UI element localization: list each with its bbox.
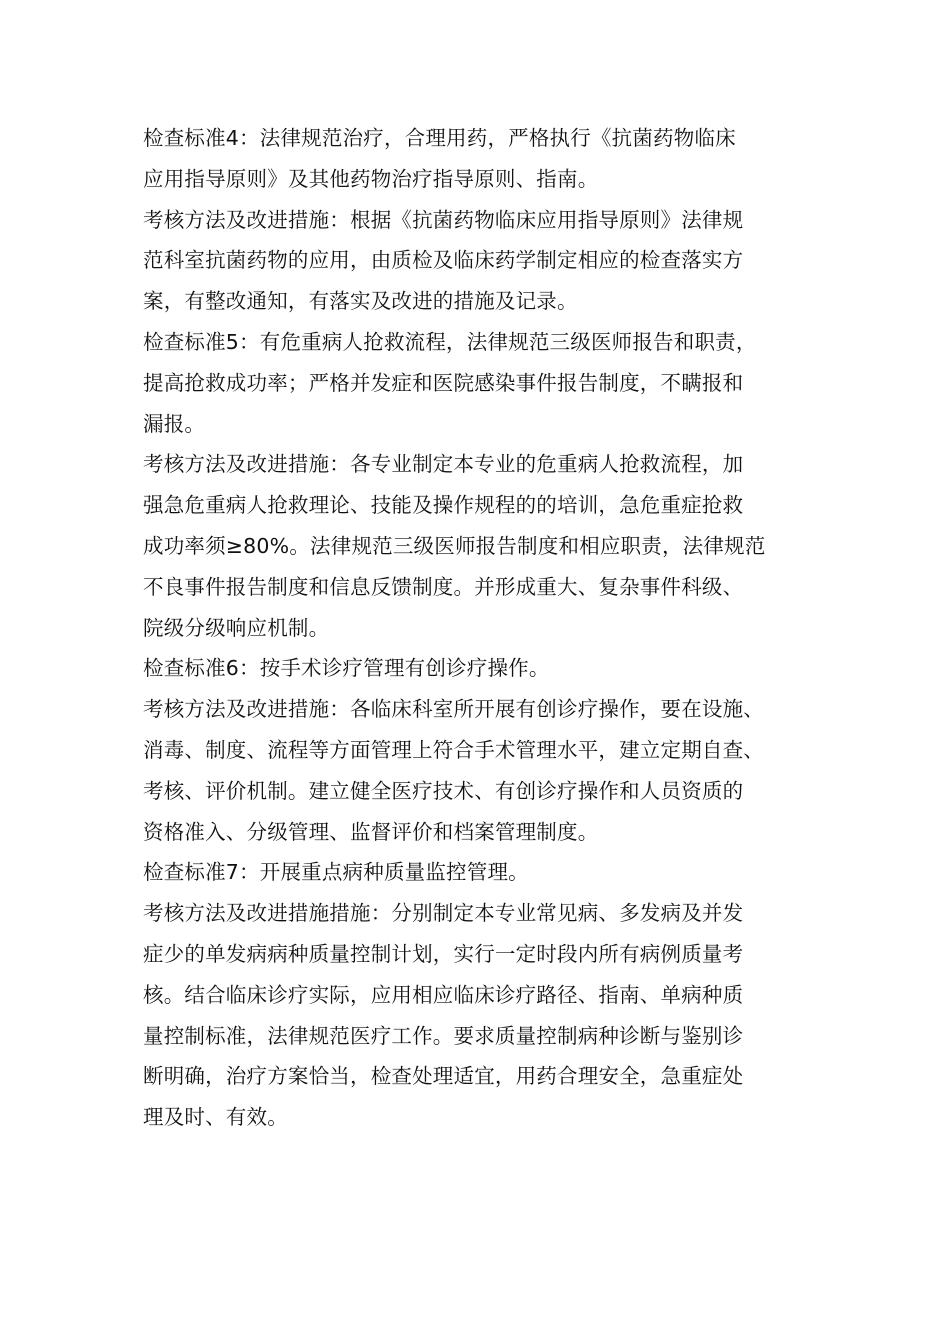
text-line: 消毒、制度、流程等方面管理上符合手术管理水平，建立定期自查、	[143, 737, 764, 762]
text-line: 症少的单发病病种质量控制计划，实行一定时段内所有病例质量考	[143, 941, 744, 966]
text-line: 断明确，治疗方案恰当，检查处理适宜，用药合理安全，急重症处	[143, 1064, 744, 1089]
text-line: 考核、评价机制。建立健全医疗技术、有创诊疗操作和人员资质的	[143, 778, 744, 803]
text-line: 量控制标准，法律规范医疗工作。要求质量控制病种诊断与鉴别诊	[143, 1023, 744, 1048]
text-line: 检查标准4：法律规范治疗，合理用药，严格执行《抗菌药物临床	[143, 126, 736, 150]
text-line: 资格准入、分级管理、监督评价和档案管理制度。	[143, 819, 599, 844]
text-line: 考核方法及改进措施措施：分别制定本专业常见病、多发病及并发	[143, 901, 744, 926]
text-line: 检查标准7：开展重点病种质量监控管理。	[143, 860, 529, 885]
text-line: 应用指导原则》及其他药物治疗指导原则、指南。	[143, 166, 599, 191]
text-line: 成功率须≥80%。法律规范三级医师报告制度和相应职责，法律规范	[143, 533, 766, 558]
text-line: 院级分级响应机制。	[143, 615, 330, 640]
text-line: 考核方法及改进措施：根据《抗菌药物临床应用指导原则》法律规	[143, 207, 744, 232]
text-line: 考核方法及改进措施：各专业制定本专业的危重病人抢救流程，加	[143, 452, 744, 477]
text-line: 检查标准5：有危重病人抢救流程，法律规范三级医师报告和职责，	[143, 329, 757, 354]
document-body	[143, 118, 833, 1138]
text-line: 考核方法及改进措施：各临床科室所开展有创诊疗操作，要在设施、	[143, 697, 764, 722]
text-line: 理及时、有效。	[143, 1105, 288, 1130]
text-line: 漏报。	[143, 411, 206, 436]
text-line: 不良事件报告制度和信息反馈制度。并形成重大、复杂事件科级、	[143, 574, 744, 599]
text-line: 核。结合临床诊疗实际，应用相应临床诊疗路径、指南、单病种质	[143, 982, 744, 1007]
text-line: 案，有整改通知，有落实及改进的措施及记录。	[143, 289, 578, 314]
text-line: 范科室抗菌药物的应用，由质检及临床药学制定相应的检查落实方	[143, 248, 744, 273]
text-line: 强急危重病人抢救理论、技能及操作规程的的培训，急危重症抢救	[143, 493, 744, 518]
text-line: 检查标准6：按手术诊疗管理有创诊疗操作。	[143, 656, 550, 681]
text-line: 提高抢救成功率；严格并发症和医院感染事件报告制度，不瞒报和	[143, 370, 744, 395]
